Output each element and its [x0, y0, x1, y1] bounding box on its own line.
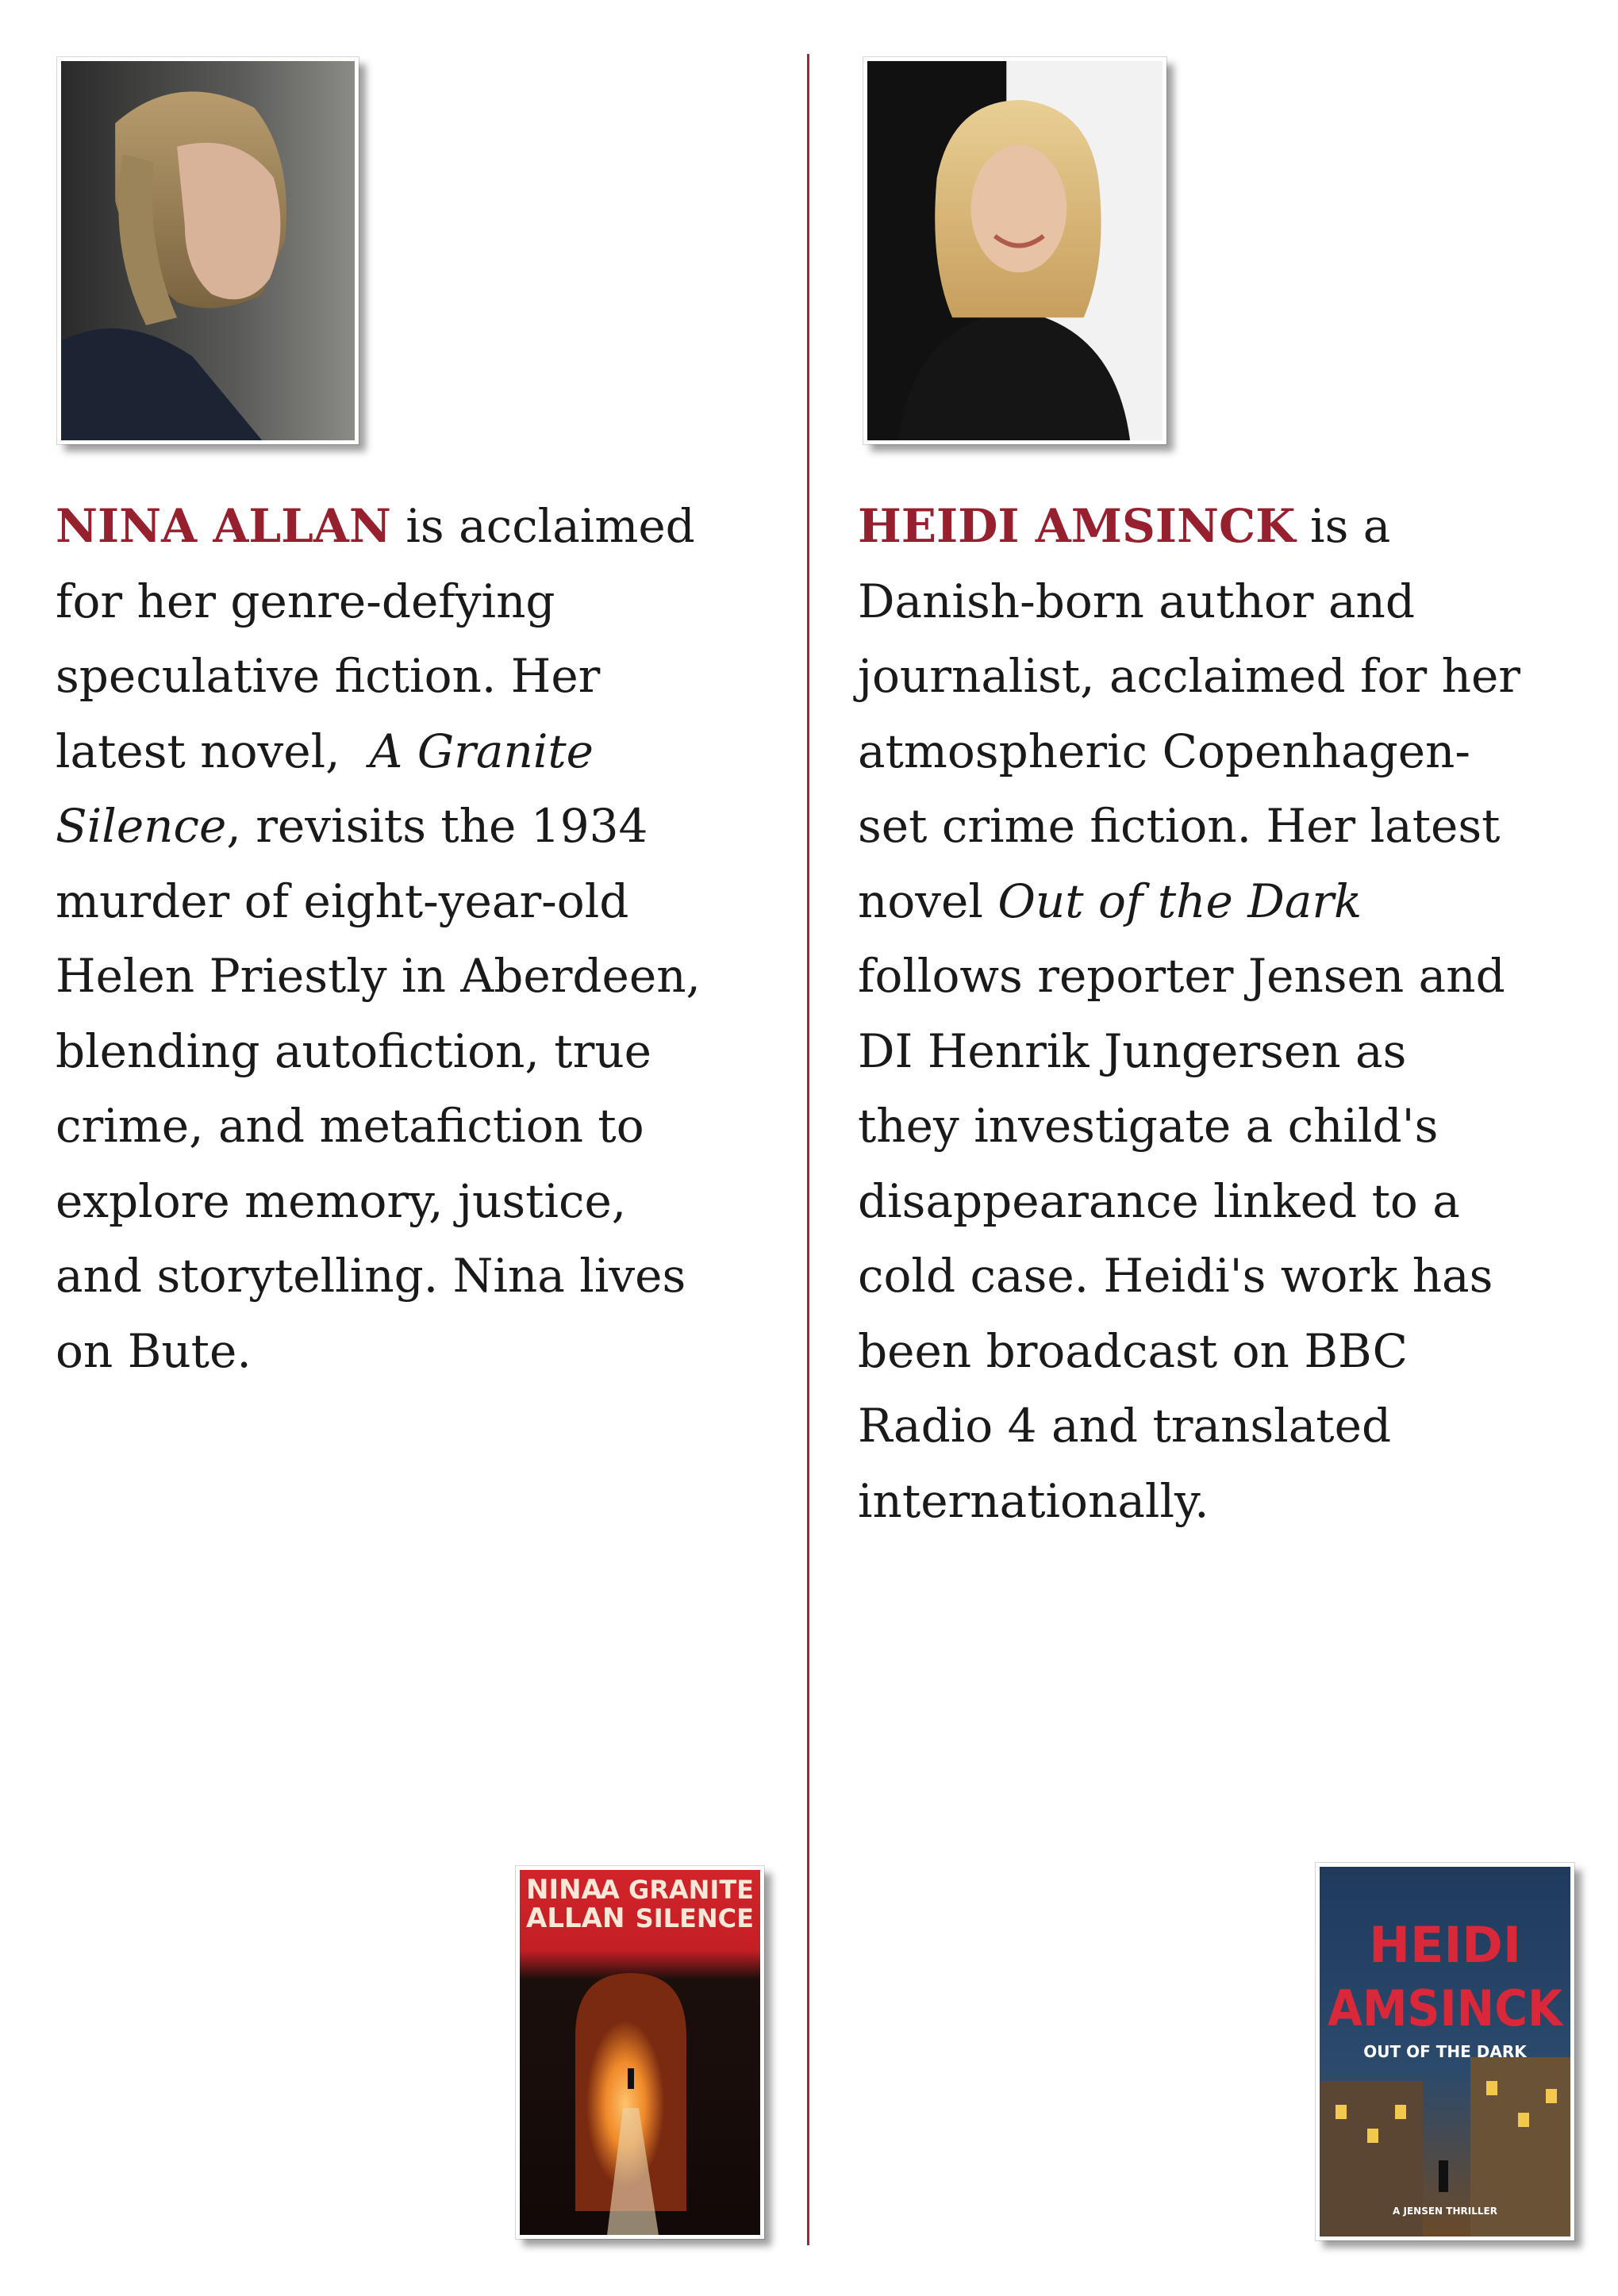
bio-line: cold case. Heidi's work has	[858, 1249, 1493, 1303]
bio-line: internationally.	[858, 1473, 1209, 1528]
bio-line: disappearance linked to a	[858, 1173, 1460, 1228]
book-cover-out-of-the-dark	[1316, 1863, 1574, 2240]
cover-art	[1320, 1867, 1570, 2236]
bio-line: latest novel, A Granite	[56, 724, 594, 778]
bio-line: they investigate a child's	[858, 1099, 1439, 1153]
bio-line: murder of eight-year-old	[56, 873, 629, 928]
cover-series: A JENSEN THRILLER	[1393, 2206, 1497, 2217]
cover-author: NINA	[526, 1874, 602, 1906]
portrait-image	[867, 61, 1163, 440]
author-photo-heidi-amsinck	[863, 57, 1166, 444]
cover-title: OUT OF THE DARK	[1363, 2042, 1527, 2061]
bio-line: set crime fiction. Her latest	[858, 799, 1501, 853]
cover-author: HEIDI	[1369, 1916, 1521, 1974]
cover-author: AMSINCK	[1328, 1979, 1564, 2037]
bio-line: explore memory, justice,	[56, 1173, 627, 1228]
bio-line: Silence, revisits the 1934	[56, 799, 648, 853]
cover-art	[520, 1870, 760, 2235]
cover-title: SILENCE	[635, 1903, 754, 1933]
author-bio-left	[56, 489, 770, 1388]
author-photo-nina-allan	[57, 57, 359, 444]
bio-line: been broadcast on BBC	[858, 1323, 1409, 1378]
bio-line: follows reporter Jensen and	[858, 949, 1505, 1003]
bio-line: blending autofiction, true	[56, 1023, 651, 1078]
bio-line: atmospheric Copenhagen-	[858, 724, 1471, 778]
book-title: A Granite	[369, 724, 594, 778]
bio-line: crime, and metafiction to	[56, 1099, 644, 1153]
book-title: Silence	[56, 799, 227, 853]
bio-line: Radio 4 and translated	[858, 1399, 1392, 1453]
bio-line: for her genre-defying	[56, 574, 555, 628]
bio-line: journalist, acclaimed for her	[858, 649, 1521, 703]
book-cover-a-granite-silence	[516, 1866, 764, 2239]
author-bio-right	[858, 489, 1572, 1538]
bio-line: DI Henrik Jungersen as	[858, 1023, 1407, 1078]
bio-line: novel Out of the Dark	[858, 873, 1362, 928]
cover-author: ALLAN	[526, 1902, 625, 1934]
column-divider	[807, 54, 809, 2245]
book-title: Out of the Dark	[997, 873, 1362, 928]
bio-line: on Bute.	[56, 1323, 252, 1378]
bio-line: HEIDI AMSINCK is a	[858, 499, 1391, 553]
portrait-image	[61, 61, 355, 440]
bio-line: and storytelling. Nina lives	[56, 1249, 686, 1303]
author-name: HEIDI AMSINCK	[858, 499, 1296, 553]
bio-line: Danish-born author and	[858, 574, 1416, 628]
author-name: NINA ALLAN	[56, 499, 391, 553]
cover-title: A GRANITE	[600, 1875, 754, 1905]
bio-line: Helen Priestly in Aberdeen,	[56, 949, 701, 1003]
bio-line: speculative fiction. Her	[56, 649, 601, 703]
bio-line: NINA ALLAN is acclaimed	[56, 499, 695, 553]
